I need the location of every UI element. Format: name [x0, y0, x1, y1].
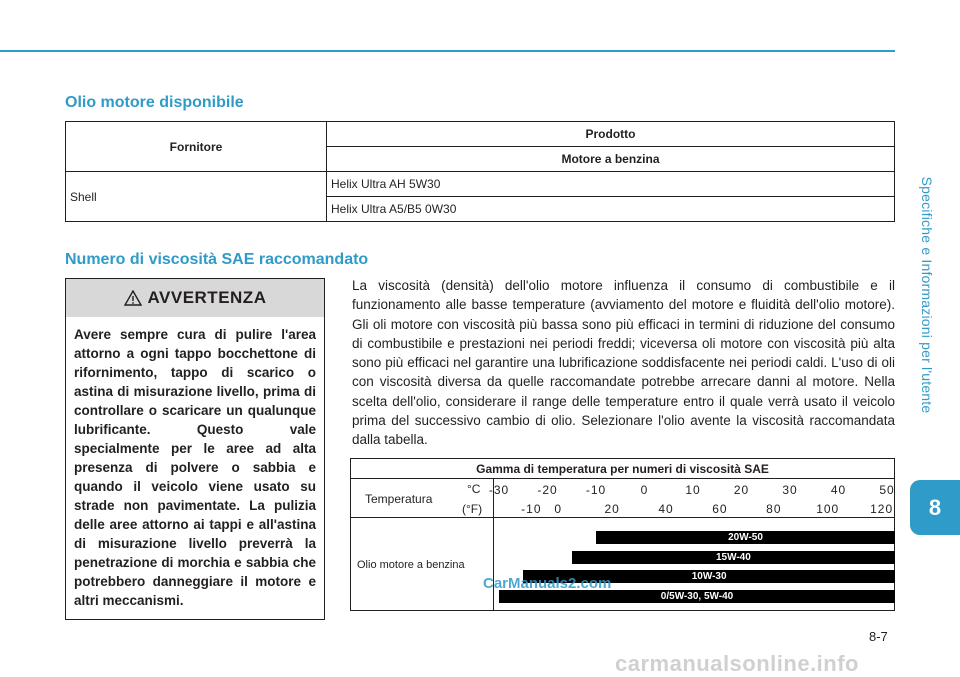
fahrenheit-tick: 100 [816, 502, 840, 516]
watermark: CarManuals2.com [483, 575, 612, 592]
viscosity-grade-bar: 20W-50 [596, 531, 895, 544]
celsius-tick: 30 [782, 483, 798, 497]
fahrenheit-unit: (°F) [462, 502, 483, 516]
fahrenheit-tick: 0 [554, 502, 563, 516]
celsius-tick: 20 [733, 483, 750, 497]
viscosity-grade-bar: 10W-30 [523, 570, 895, 583]
celsius-tick: 10 [685, 483, 701, 497]
fahrenheit-tick: 60 [712, 502, 728, 516]
fahrenheit-tick: 80 [766, 502, 782, 516]
celsius-tick: -10 [585, 483, 607, 497]
celsius-tick: -30 [488, 483, 510, 497]
celsius-unit: °C [467, 482, 481, 496]
celsius-tick: 0 [640, 483, 649, 497]
viscosity-grade-bar: 0/5W-30, 5W-40 [499, 590, 895, 603]
fahrenheit-tick: -10 [521, 502, 542, 516]
warning-box [65, 278, 325, 620]
engine-oil-label: Olio motore a benzina [357, 559, 465, 571]
chapter-tab[interactable]: 8 [910, 480, 960, 535]
celsius-tick: -20 [537, 483, 558, 497]
warning-icon [124, 290, 142, 306]
fahrenheit-tick: 20 [604, 502, 620, 516]
product-header: Prodotto [327, 122, 895, 147]
celsius-tick: 40 [830, 483, 847, 497]
viscosity-chart-title: Gamma di temperatura per numeri di viscosità SAE [351, 459, 894, 479]
warning-header [66, 279, 324, 317]
oil-table [65, 121, 895, 222]
header-rule [0, 50, 895, 52]
product-cell: Helix Ultra AH 5W30 [327, 172, 895, 197]
viscosity-grade-bar: 15W-40 [572, 551, 895, 564]
warning-title: AVVERTENZA [147, 288, 267, 307]
celsius-tick: 50 [879, 483, 895, 497]
temperature-label: Temperatura [365, 492, 433, 506]
supplier-cell: Shell [66, 172, 327, 222]
viscosity-chart [350, 458, 895, 611]
section-title: Specifiche e Informazioni per l'utente [919, 176, 935, 414]
engine-header: Motore a benzina [327, 147, 895, 172]
warning-text: Avere sempre cura di pulire l'area attorno a ogni tappo bocchettone di rifornimento, tappo di scarico o astina di misurazione livello, prima di controllare o scaricare un qualunque lubrificante. Questo vale specialmente per le aree ad alta presenza di polvere o sabbia e quando il veicolo viene usato su strade non pavimentate. La pulizia delle aree attorno ai tappi e all'astina di misurazione livello preverrà la penetrazione di morchia e sabbia che potrebbero danneggiare il motore e altri meccanismi. [74, 327, 316, 608]
fahrenheit-tick: 120 [870, 502, 894, 516]
fahrenheit-tick: 40 [658, 502, 674, 516]
product-cell: Helix Ultra A5/B5 0W30 [327, 197, 895, 222]
viscosity-description: La viscosità (densità) dell'olio motore influenza il consumo di combustibile e il funzionamento alle basse temperature (avviamento del motore e fluidità dell'olio motore). Gli oli motore con viscosità più bassa sono più efficaci in termini di riduzione del consumo di combustibile e prestazioni nei periodi freddi; viceversa oli motore con viscosità più alta sono più efficaci nel garantire una lubrificazione soddisfacente nei periodi caldi. L'uso di oli con viscosità diversa da quelle raccomandate potrebbe arrecare danni al motore. Nella scelta dell'olio, considerare il range delle temperature entro il quale verrà usato il veicolo prima del successivo cambio di olio. Selezionare l'olio avente la viscosità raccomandata dalla tabella. [352, 278, 895, 448]
temperature-row [351, 479, 894, 518]
section-title-vertical [895, 115, 959, 475]
page-number: 8-7 [869, 629, 888, 644]
supplier-header: Fornitore [66, 122, 327, 172]
oil-heading: Olio motore disponibile [65, 94, 244, 111]
footer-watermark: carmanualsonline.info [615, 651, 859, 676]
viscosity-heading: Numero di viscosità SAE raccomandato [65, 251, 369, 268]
